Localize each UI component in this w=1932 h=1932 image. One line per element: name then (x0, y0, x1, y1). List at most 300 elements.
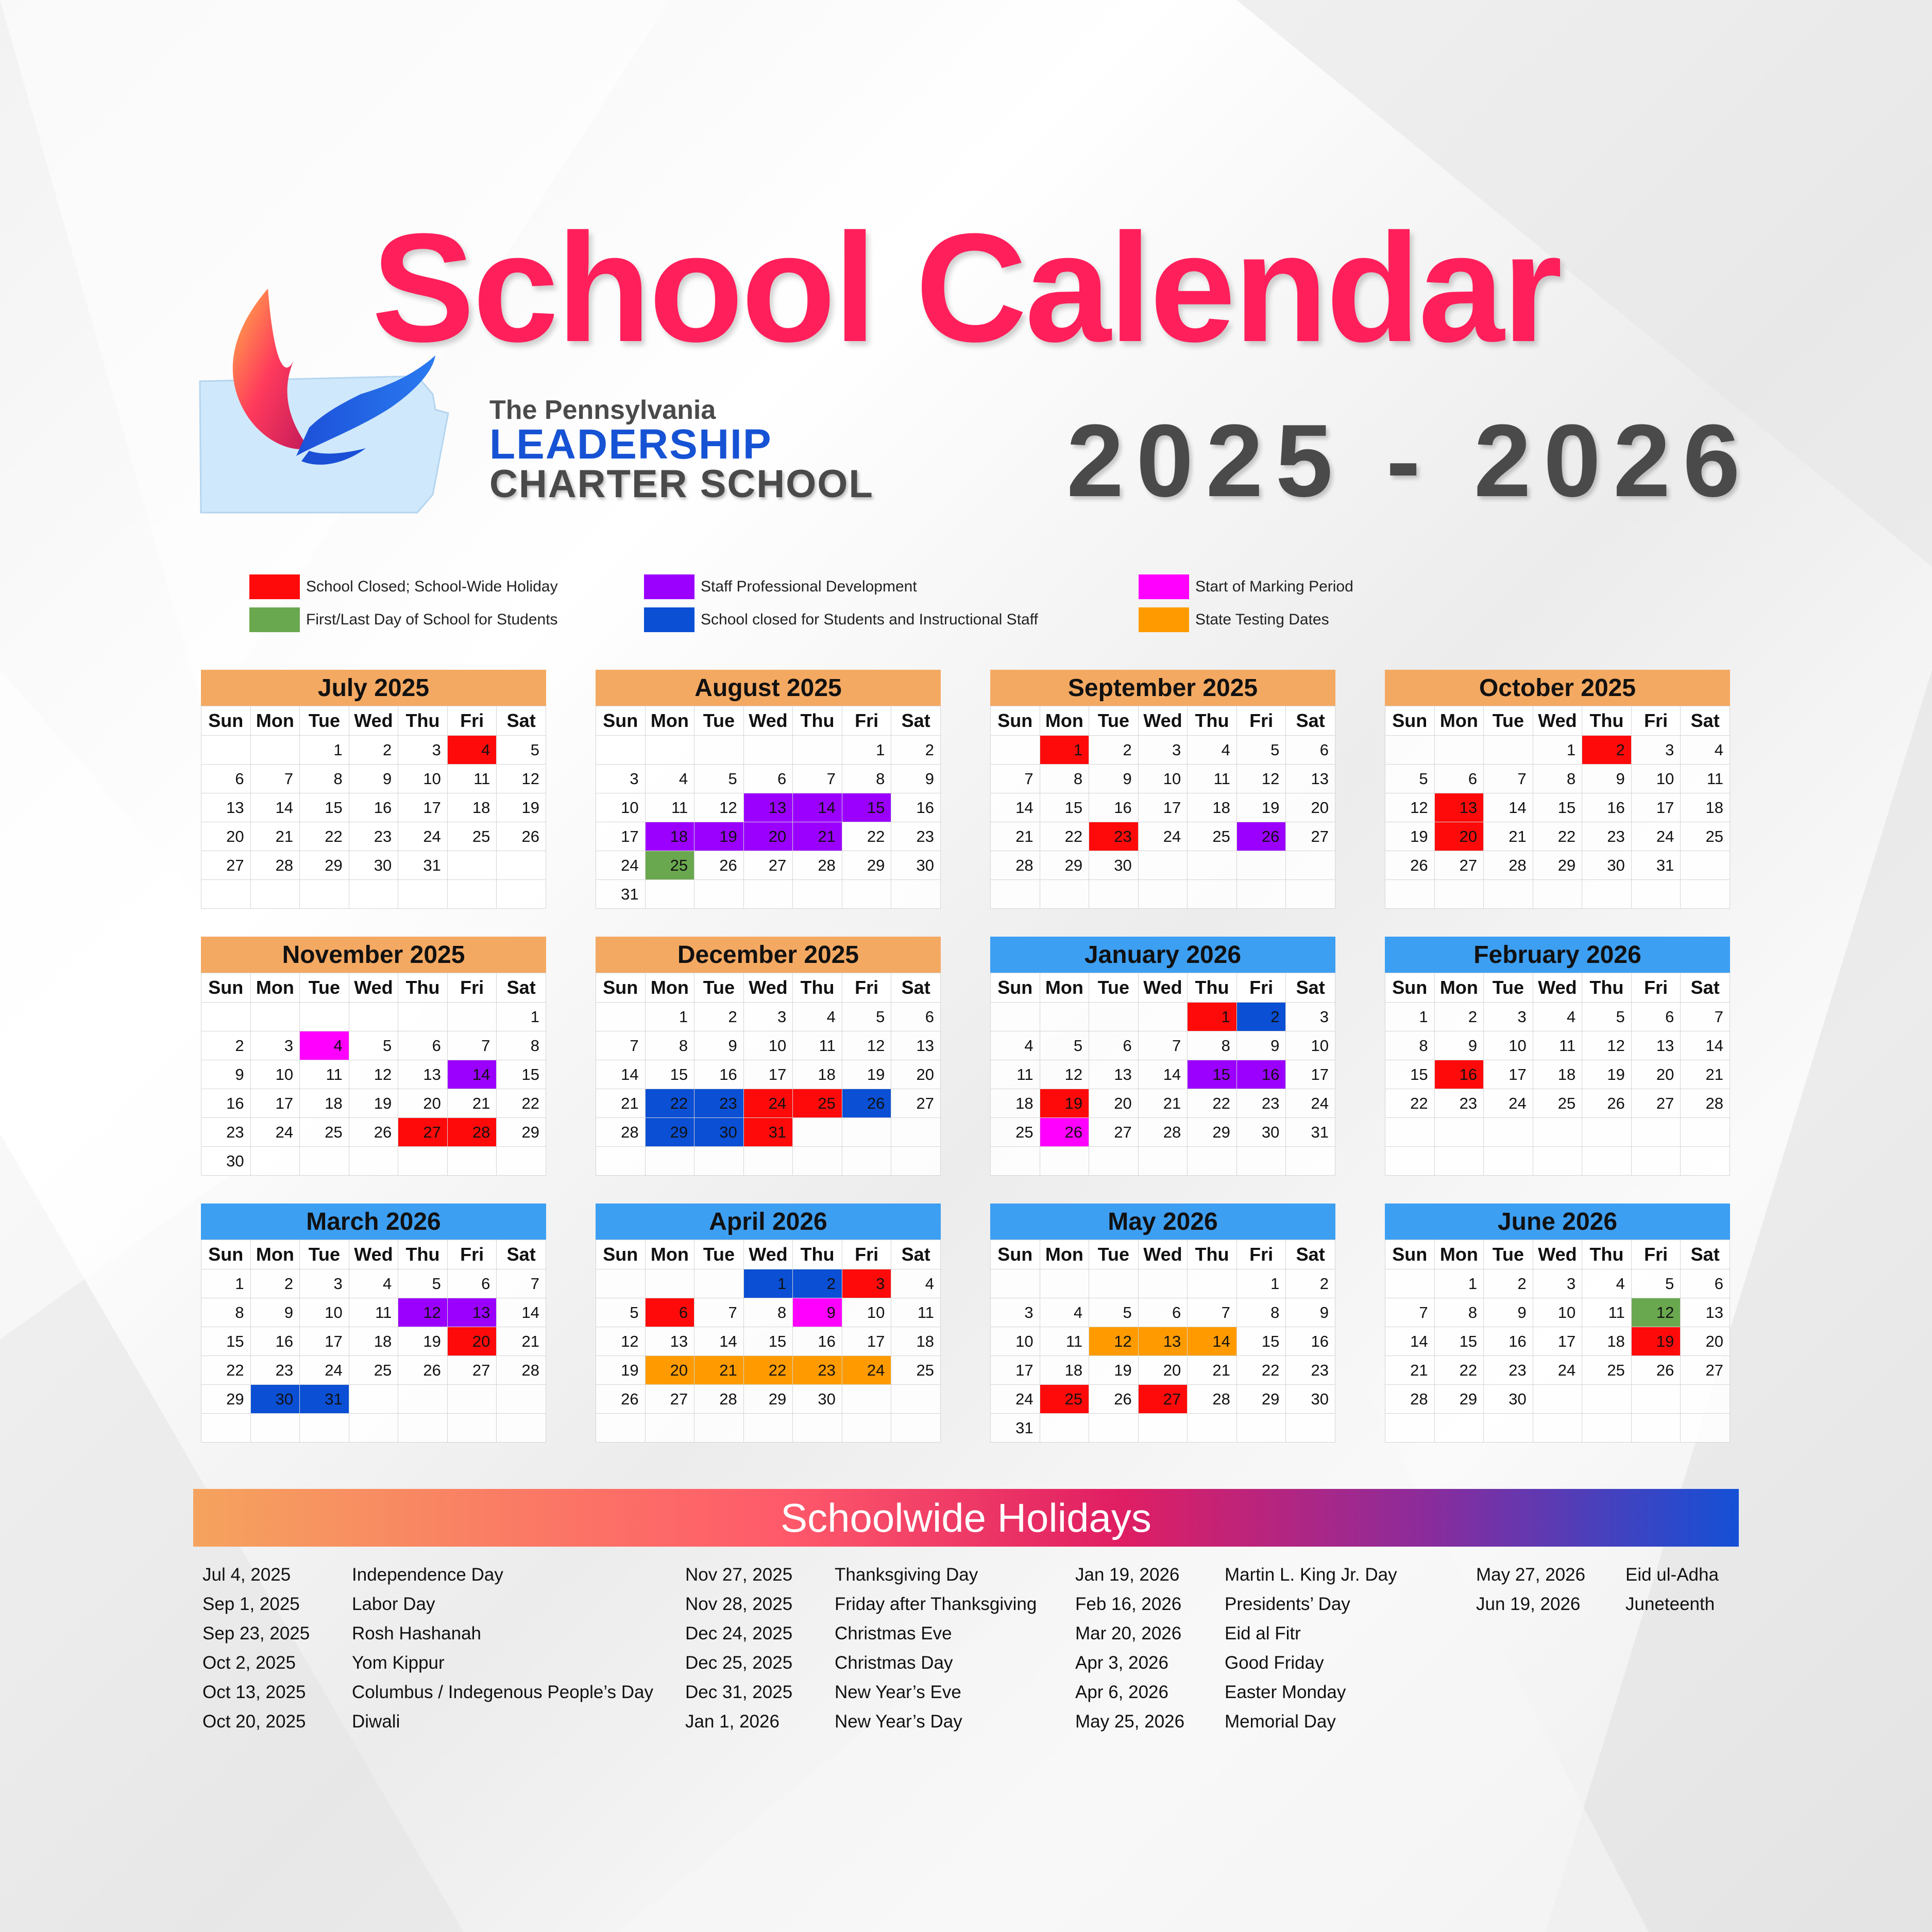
empty-cell (793, 1118, 842, 1147)
day-cell: 12 (1582, 1031, 1632, 1060)
day-cell: 22 (201, 1356, 251, 1385)
day-cell: 20 (891, 1060, 941, 1089)
month-grid (1385, 706, 1730, 909)
day-cell: 29 (1236, 1385, 1286, 1414)
day-cell: 23 (694, 1089, 744, 1118)
empty-cell (1138, 851, 1188, 880)
day-cell: 22 (1236, 1356, 1286, 1385)
weekday-header: Thu (1188, 973, 1237, 1003)
day-cell: 19 (842, 1060, 891, 1089)
weekday-header: Mon (1040, 706, 1089, 736)
empty-cell (991, 736, 1040, 765)
weekday-header: Thu (1582, 973, 1632, 1003)
day-cell: 12 (1236, 765, 1286, 793)
day-cell: 20 (1434, 822, 1484, 851)
day-cell: 23 (1484, 1356, 1533, 1385)
weekday-header: Mon (645, 973, 694, 1003)
weekday-header: Tue (300, 1240, 349, 1269)
day-cell: 16 (1089, 793, 1139, 822)
day-cell: 12 (497, 765, 546, 793)
empty-cell (1484, 1147, 1533, 1176)
holiday-name: Good Friday (1225, 1652, 1324, 1673)
day-cell: 5 (1631, 1269, 1681, 1298)
day-cell: 15 (645, 1060, 694, 1089)
day-cell: 7 (596, 1031, 646, 1060)
week-row (991, 822, 1335, 851)
month-calendar (1385, 937, 1730, 1176)
weekday-header: Wed (1138, 973, 1188, 1003)
day-cell: 21 (793, 822, 842, 851)
weekday-header: Sun (596, 973, 646, 1003)
weekday-header: Sat (497, 706, 546, 736)
school-year: 2025 - 2026 (1066, 403, 1753, 518)
day-cell: 31 (596, 880, 646, 909)
week-row (596, 765, 941, 793)
day-cell: 30 (1236, 1118, 1286, 1147)
day-cell: 24 (398, 822, 448, 851)
day-cell: 9 (201, 1060, 251, 1089)
legend-swatch (1139, 574, 1189, 599)
day-cell: 11 (1681, 765, 1730, 793)
day-cell: 24 (1286, 1089, 1335, 1118)
week-row (596, 1118, 941, 1147)
day-cell: 30 (891, 851, 941, 880)
empty-cell (1089, 880, 1139, 909)
week-row (596, 880, 941, 909)
weekday-header: Sun (201, 973, 251, 1003)
day-cell: 29 (1040, 851, 1089, 880)
holiday-row (685, 1707, 1037, 1736)
day-cell: 25 (991, 1118, 1040, 1147)
holiday-name: Diwali (352, 1711, 400, 1732)
empty-cell (1089, 1147, 1139, 1176)
day-cell: 18 (1040, 1356, 1089, 1385)
day-cell: 30 (349, 851, 398, 880)
day-cell: 6 (645, 1298, 694, 1327)
day-cell: 2 (1089, 736, 1139, 765)
empty-cell (1582, 1118, 1632, 1147)
day-cell: 13 (398, 1060, 448, 1089)
week-row (596, 1385, 941, 1414)
day-cell: 16 (891, 793, 941, 822)
day-cell: 28 (596, 1118, 646, 1147)
day-cell: 2 (201, 1031, 251, 1060)
empty-cell (891, 1147, 941, 1176)
week-row (991, 1147, 1335, 1176)
day-cell: 15 (1533, 793, 1582, 822)
holiday-row (1476, 1560, 1719, 1589)
day-cell: 25 (891, 1356, 941, 1385)
day-cell: 5 (497, 736, 546, 765)
day-cell: 22 (1040, 822, 1089, 851)
day-cell: 2 (1484, 1269, 1533, 1298)
empty-cell (1385, 1118, 1435, 1147)
holiday-date: Sep 1, 2025 (202, 1594, 300, 1614)
holiday-column (1075, 1560, 1397, 1736)
day-cell: 1 (1236, 1269, 1286, 1298)
month-calendar (1385, 670, 1730, 909)
legend-staff-pd (644, 574, 917, 600)
empty-cell (1681, 1414, 1730, 1443)
day-cell: 19 (1236, 793, 1286, 822)
holiday-row (202, 1707, 653, 1736)
empty-cell (1089, 1269, 1139, 1298)
empty-cell (497, 851, 546, 880)
empty-cell (300, 1147, 349, 1176)
weekday-header: Wed (743, 973, 793, 1003)
day-cell: 19 (1631, 1327, 1681, 1356)
weekday-header: Fri (447, 706, 497, 736)
empty-cell (596, 736, 646, 765)
empty-cell (1236, 1414, 1286, 1443)
month-title: April 2026 (596, 1204, 941, 1240)
day-cell: 29 (842, 851, 891, 880)
weekday-header: Mon (1040, 973, 1089, 1003)
day-cell: 13 (1089, 1060, 1139, 1089)
day-cell: 20 (743, 822, 793, 851)
empty-cell (743, 1414, 793, 1443)
day-cell: 1 (743, 1269, 793, 1298)
day-cell: 31 (743, 1118, 793, 1147)
holiday-column (685, 1560, 1037, 1736)
day-cell: 26 (1631, 1356, 1681, 1385)
week-row (596, 1147, 941, 1176)
week-row (991, 1385, 1335, 1414)
day-cell: 17 (398, 793, 448, 822)
empty-cell (497, 1147, 546, 1176)
day-cell: 25 (645, 851, 694, 880)
empty-cell (1681, 1385, 1730, 1414)
day-cell: 6 (447, 1269, 497, 1298)
empty-cell (1434, 880, 1484, 909)
day-cell: 9 (1582, 765, 1632, 793)
week-row (991, 1118, 1335, 1147)
day-cell: 10 (1286, 1031, 1335, 1060)
month-title: September 2025 (990, 670, 1335, 706)
day-cell: 7 (694, 1298, 744, 1327)
day-cell: 4 (1681, 736, 1730, 765)
empty-cell (1434, 736, 1484, 765)
empty-cell (1385, 1147, 1435, 1176)
empty-cell (891, 880, 941, 909)
day-cell: 13 (891, 1031, 941, 1060)
day-cell: 12 (349, 1060, 398, 1089)
empty-cell (447, 1003, 497, 1031)
empty-cell (1533, 1118, 1582, 1147)
empty-cell (201, 736, 251, 765)
day-cell: 8 (1434, 1298, 1484, 1327)
day-cell: 3 (1286, 1003, 1335, 1031)
empty-cell (1484, 1414, 1533, 1443)
empty-cell (1631, 1118, 1681, 1147)
day-cell: 4 (991, 1031, 1040, 1060)
holiday-name: Rosh Hashanah (352, 1623, 481, 1643)
day-cell: 30 (201, 1147, 251, 1176)
empty-cell (250, 1414, 300, 1443)
weekday-header: Mon (645, 706, 694, 736)
week-row (201, 822, 546, 851)
day-cell: 29 (497, 1118, 546, 1147)
day-cell: 7 (1188, 1298, 1237, 1327)
legend-state-testing (1139, 607, 1329, 633)
day-cell: 21 (250, 822, 300, 851)
week-row (991, 793, 1335, 822)
month-grid (596, 1240, 941, 1443)
empty-cell (991, 1003, 1040, 1031)
weekday-header: Tue (1089, 1240, 1139, 1269)
day-cell: 3 (1533, 1269, 1582, 1298)
empty-cell (1484, 1118, 1533, 1147)
weekday-header: Sun (596, 1240, 646, 1269)
weekday-header: Tue (694, 1240, 744, 1269)
weekday-header: Mon (645, 1240, 694, 1269)
holiday-date: Jun 19, 2026 (1476, 1594, 1581, 1614)
day-cell: 18 (1188, 793, 1237, 822)
day-cell: 2 (1434, 1003, 1484, 1031)
day-cell: 1 (300, 736, 349, 765)
empty-cell (1236, 1147, 1286, 1176)
empty-cell (891, 1385, 941, 1414)
day-cell: 24 (1484, 1089, 1533, 1118)
week-row (596, 1089, 941, 1118)
day-cell: 17 (1286, 1060, 1335, 1089)
month-calendar (596, 937, 941, 1176)
holiday-date: Feb 16, 2026 (1075, 1594, 1182, 1614)
holiday-date: Sep 23, 2025 (202, 1623, 310, 1643)
day-cell: 26 (694, 851, 744, 880)
day-cell: 10 (743, 1031, 793, 1060)
day-cell: 6 (398, 1031, 448, 1060)
day-cell: 29 (1434, 1385, 1484, 1414)
day-cell: 28 (694, 1385, 744, 1414)
empty-cell (349, 1147, 398, 1176)
day-cell: 4 (645, 765, 694, 793)
week-row (991, 851, 1335, 880)
week-row (991, 1089, 1335, 1118)
day-cell: 23 (1582, 822, 1632, 851)
day-cell: 28 (250, 851, 300, 880)
day-cell: 15 (497, 1060, 546, 1089)
day-cell: 8 (1385, 1031, 1435, 1060)
empty-cell (349, 1414, 398, 1443)
day-cell: 31 (398, 851, 448, 880)
day-cell: 14 (1138, 1060, 1188, 1089)
holiday-row (685, 1589, 1037, 1619)
weekday-header: Wed (1533, 1240, 1582, 1269)
weekday-header: Tue (1089, 706, 1139, 736)
day-cell: 28 (793, 851, 842, 880)
day-cell: 5 (1582, 1003, 1632, 1031)
week-row (201, 1269, 546, 1298)
weekday-header: Sun (1385, 1240, 1435, 1269)
day-cell: 4 (1188, 736, 1237, 765)
empty-cell (1484, 880, 1533, 909)
day-cell: 9 (1434, 1031, 1484, 1060)
day-cell: 5 (349, 1031, 398, 1060)
day-cell: 1 (645, 1003, 694, 1031)
day-cell: 2 (250, 1269, 300, 1298)
day-cell: 4 (1582, 1269, 1632, 1298)
weekday-header: Sat (1286, 1240, 1335, 1269)
empty-cell (645, 736, 694, 765)
pennsylvania-shape (200, 376, 448, 513)
day-cell: 7 (250, 765, 300, 793)
day-cell: 11 (1040, 1327, 1089, 1356)
month-grid (990, 1240, 1335, 1443)
month-title: February 2026 (1385, 937, 1730, 973)
week-row (1385, 1089, 1730, 1118)
weekday-header: Fri (1631, 706, 1681, 736)
day-cell: 28 (1681, 1089, 1730, 1118)
empty-cell (991, 1147, 1040, 1176)
day-cell: 25 (1681, 822, 1730, 851)
empty-cell (842, 1147, 891, 1176)
empty-cell (497, 1385, 546, 1414)
logo-line-3: CHARTER SCHOOL (489, 462, 874, 506)
day-cell: 10 (1631, 765, 1681, 793)
day-cell: 10 (596, 793, 646, 822)
day-cell: 26 (1089, 1385, 1139, 1414)
month-title: October 2025 (1385, 670, 1730, 706)
month-title: August 2025 (596, 670, 941, 706)
day-cell: 22 (743, 1356, 793, 1385)
empty-cell (1138, 1003, 1188, 1031)
empty-cell (250, 736, 300, 765)
weekday-header: Thu (1188, 1240, 1237, 1269)
weekday-header: Fri (1236, 1240, 1286, 1269)
day-cell: 24 (1631, 822, 1681, 851)
day-cell: 11 (349, 1298, 398, 1327)
day-cell: 1 (1434, 1269, 1484, 1298)
day-cell: 19 (596, 1356, 646, 1385)
weekday-header: Tue (694, 973, 744, 1003)
day-cell: 5 (398, 1269, 448, 1298)
weekday-header: Tue (1484, 973, 1533, 1003)
weekday-header: Fri (447, 1240, 497, 1269)
holiday-date: Nov 28, 2025 (685, 1594, 793, 1614)
empty-cell (1089, 1414, 1139, 1443)
empty-cell (1286, 880, 1335, 909)
month-grid (596, 706, 941, 909)
empty-cell (1533, 1414, 1582, 1443)
day-cell: 1 (1188, 1003, 1237, 1031)
day-cell: 3 (250, 1031, 300, 1060)
holiday-name: Eid ul-Adha (1625, 1564, 1719, 1585)
weekday-header: Sat (891, 973, 941, 1003)
day-cell: 22 (300, 822, 349, 851)
legend-label: Staff Professional Development (701, 578, 917, 595)
month-grid (596, 973, 941, 1176)
day-cell: 29 (1188, 1118, 1237, 1147)
day-cell: 26 (349, 1118, 398, 1147)
empty-cell (1138, 1269, 1188, 1298)
day-cell: 23 (1434, 1089, 1484, 1118)
empty-cell (300, 1003, 349, 1031)
empty-cell (1533, 1385, 1582, 1414)
day-cell: 14 (694, 1327, 744, 1356)
day-cell: 15 (300, 793, 349, 822)
day-cell: 3 (300, 1269, 349, 1298)
day-cell: 8 (645, 1031, 694, 1060)
empty-cell (743, 880, 793, 909)
day-cell: 6 (201, 765, 251, 793)
empty-cell (1040, 1269, 1089, 1298)
week-row (201, 1089, 546, 1118)
day-cell: 8 (1040, 765, 1089, 793)
empty-cell (842, 1385, 891, 1414)
empty-cell (1631, 1385, 1681, 1414)
day-cell: 15 (842, 793, 891, 822)
day-cell: 2 (694, 1003, 744, 1031)
day-cell: 30 (1286, 1385, 1335, 1414)
empty-cell (1582, 880, 1632, 909)
empty-cell (1385, 1269, 1435, 1298)
empty-cell (1138, 1414, 1188, 1443)
day-cell: 11 (1533, 1031, 1582, 1060)
day-cell: 25 (1040, 1385, 1089, 1414)
empty-cell (1138, 1147, 1188, 1176)
week-row (1385, 1356, 1730, 1385)
weekday-header: Sun (991, 706, 1040, 736)
holiday-date: Mar 20, 2026 (1075, 1623, 1182, 1643)
day-cell: 20 (398, 1089, 448, 1118)
day-cell: 7 (1484, 765, 1533, 793)
day-cell: 18 (793, 1060, 842, 1089)
empty-cell (793, 1414, 842, 1443)
day-cell: 27 (1138, 1385, 1188, 1414)
day-cell: 11 (793, 1031, 842, 1060)
day-cell: 3 (1484, 1003, 1533, 1031)
day-cell: 15 (743, 1327, 793, 1356)
empty-cell (991, 880, 1040, 909)
weekday-header: Fri (842, 1240, 891, 1269)
day-cell: 24 (842, 1356, 891, 1385)
legend-label: School Closed; School-Wide Holiday (306, 578, 558, 595)
day-cell: 20 (447, 1327, 497, 1356)
day-cell: 31 (991, 1414, 1040, 1443)
week-row (1385, 793, 1730, 822)
weekday-header: Wed (349, 1240, 398, 1269)
day-cell: 16 (201, 1089, 251, 1118)
week-row (991, 1269, 1335, 1298)
day-cell: 27 (398, 1118, 448, 1147)
day-cell: 27 (1089, 1118, 1139, 1147)
day-cell: 28 (1138, 1118, 1188, 1147)
week-row (991, 880, 1335, 909)
day-cell: 17 (596, 822, 646, 851)
holiday-date: Dec 31, 2025 (685, 1682, 793, 1702)
month-title: March 2026 (201, 1204, 546, 1240)
empty-cell (201, 1414, 251, 1443)
week-row (201, 765, 546, 793)
week-row (201, 736, 546, 765)
week-row (991, 736, 1335, 765)
day-cell: 23 (1089, 822, 1139, 851)
day-cell: 30 (250, 1385, 300, 1414)
day-cell: 2 (1286, 1269, 1335, 1298)
week-row (596, 1327, 941, 1356)
empty-cell (596, 1003, 646, 1031)
holiday-name: Friday after Thanksgiving (835, 1594, 1037, 1614)
month-title: January 2026 (990, 937, 1335, 973)
empty-cell (1188, 880, 1237, 909)
holiday-date: Jan 1, 2026 (685, 1711, 779, 1732)
empty-cell (1681, 880, 1730, 909)
weekday-header: Sat (1286, 973, 1335, 1003)
legend-swatch (249, 607, 300, 632)
empty-cell (596, 1414, 646, 1443)
day-cell: 4 (891, 1269, 941, 1298)
